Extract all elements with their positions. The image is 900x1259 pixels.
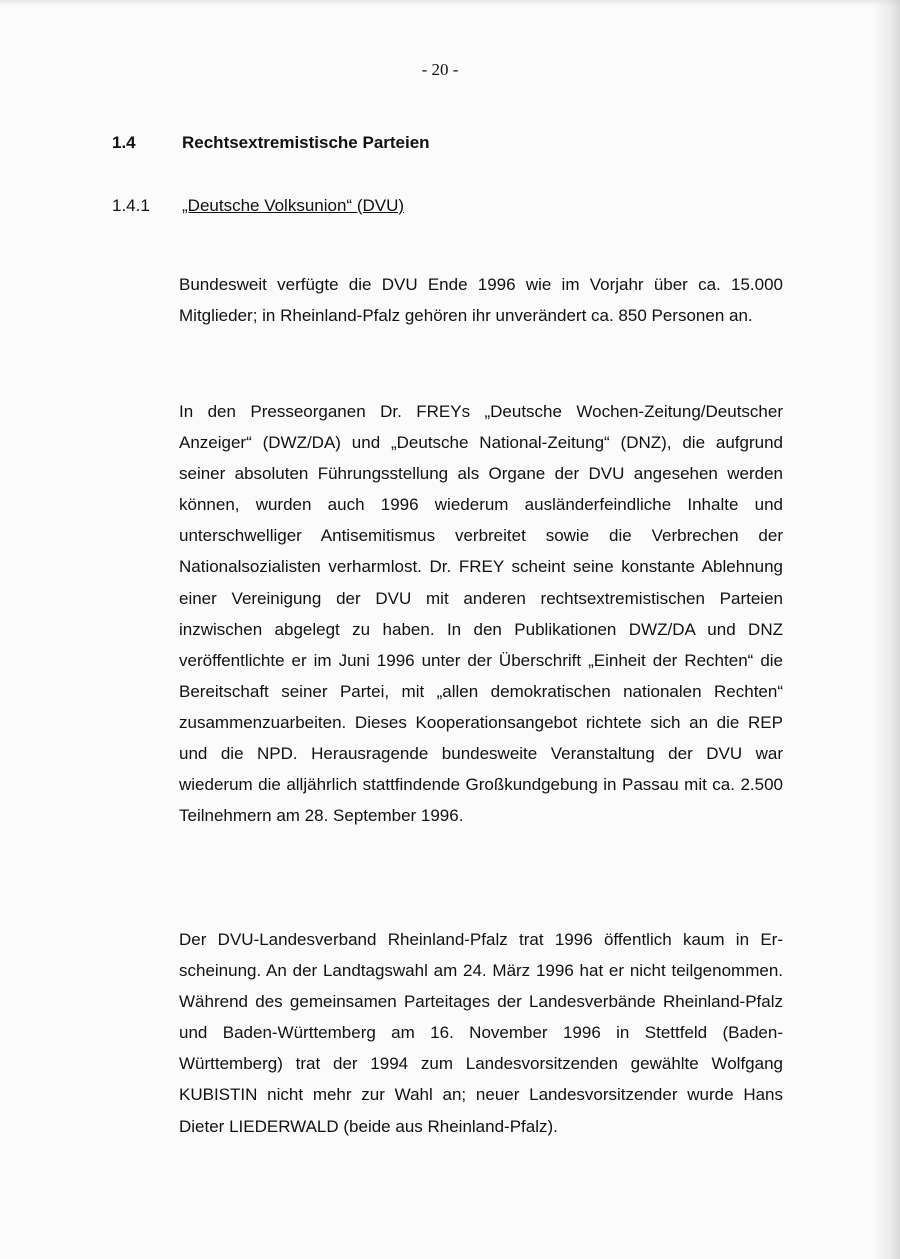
section-title: Rechtsextremistische Parteien — [182, 133, 430, 152]
page-number: - 20 - — [421, 60, 459, 79]
scan-right-edge — [872, 0, 900, 1259]
section-heading — [112, 133, 430, 153]
subsection-heading — [112, 196, 404, 216]
scan-top-shadow — [0, 0, 900, 6]
paragraph-press-organs: In den Presseorganen Dr. FREYs „Deutsche Wochen-Zeitung/Deutscher Anzeiger“ (DWZ/DA) und „Deutsche National-Zeitung“ (DNZ), die aufgrund seiner absoluten Führungsstellung als Organe der DVU angesehen werden können, wurden auch 1996 wiederum ausländerfeindliche Inhalte und unterschwelliger Antisemitismus verbreitet sowie die Verbrechen der Nationalsozialisten verharmlost. Dr. FREY scheint seine konstante Ablehnung einer Vereinigung der DVU mit anderen rechtsextremistischen Parteien inzwischen abgelegt zu haben. In den Publikationen DWZ/DA und DNZ veröffentlichte er im Juni 1996 unter der Überschrift „Einheit der Rechten“ die Bereitschaft seiner Partei, mit „allen demokratischen nationalen Rechten“ zusammenzuarbeiten. Dieses Kooperationsangebot richtete sich an die REP und die NPD. Herausragende bundesweite Veranstaltung der DVU war wiederum die alljährlich stattfindende Großkundgebung in Passau mit ca. 2.500 Teilnehmern am 28. September 1996. — [179, 402, 783, 826]
subsection-title: „Deutsche Volksunion“ (DVU) — [182, 196, 405, 215]
subsection-number: 1.4.1 — [112, 196, 150, 215]
paragraph-state-association: Der DVU-Landesverband Rheinland-Pfalz trat 1996 öffentlich kaum in Erscheinung. An der Landtagswahl am 24. März 1996 hat er nicht teilgenommen. Während des gemeinsamen Parteitages der Landesverbände Rheinland-Pfalz und Baden-Württemberg am 16. November 1996 in Stettfeld (Baden-Württemberg) trat der 1994 zum Landesvorsitzenden gewählte Wolfgang KUBISTIN nicht mehr zur Wahl an; neuer Landesvorsitzender wurde Hans Dieter LIEDERWALD (beide aus Rheinland-Pfalz). — [179, 930, 783, 1136]
paragraph-membership: Bundesweit verfügte die DVU Ende 1996 wie im Vorjahr über ca. 15.000 Mitglieder; in Rheinland-Pfalz gehören ihr unverändert ca. 850 Personen an. — [179, 275, 783, 326]
section-number: 1.4 — [112, 133, 136, 152]
